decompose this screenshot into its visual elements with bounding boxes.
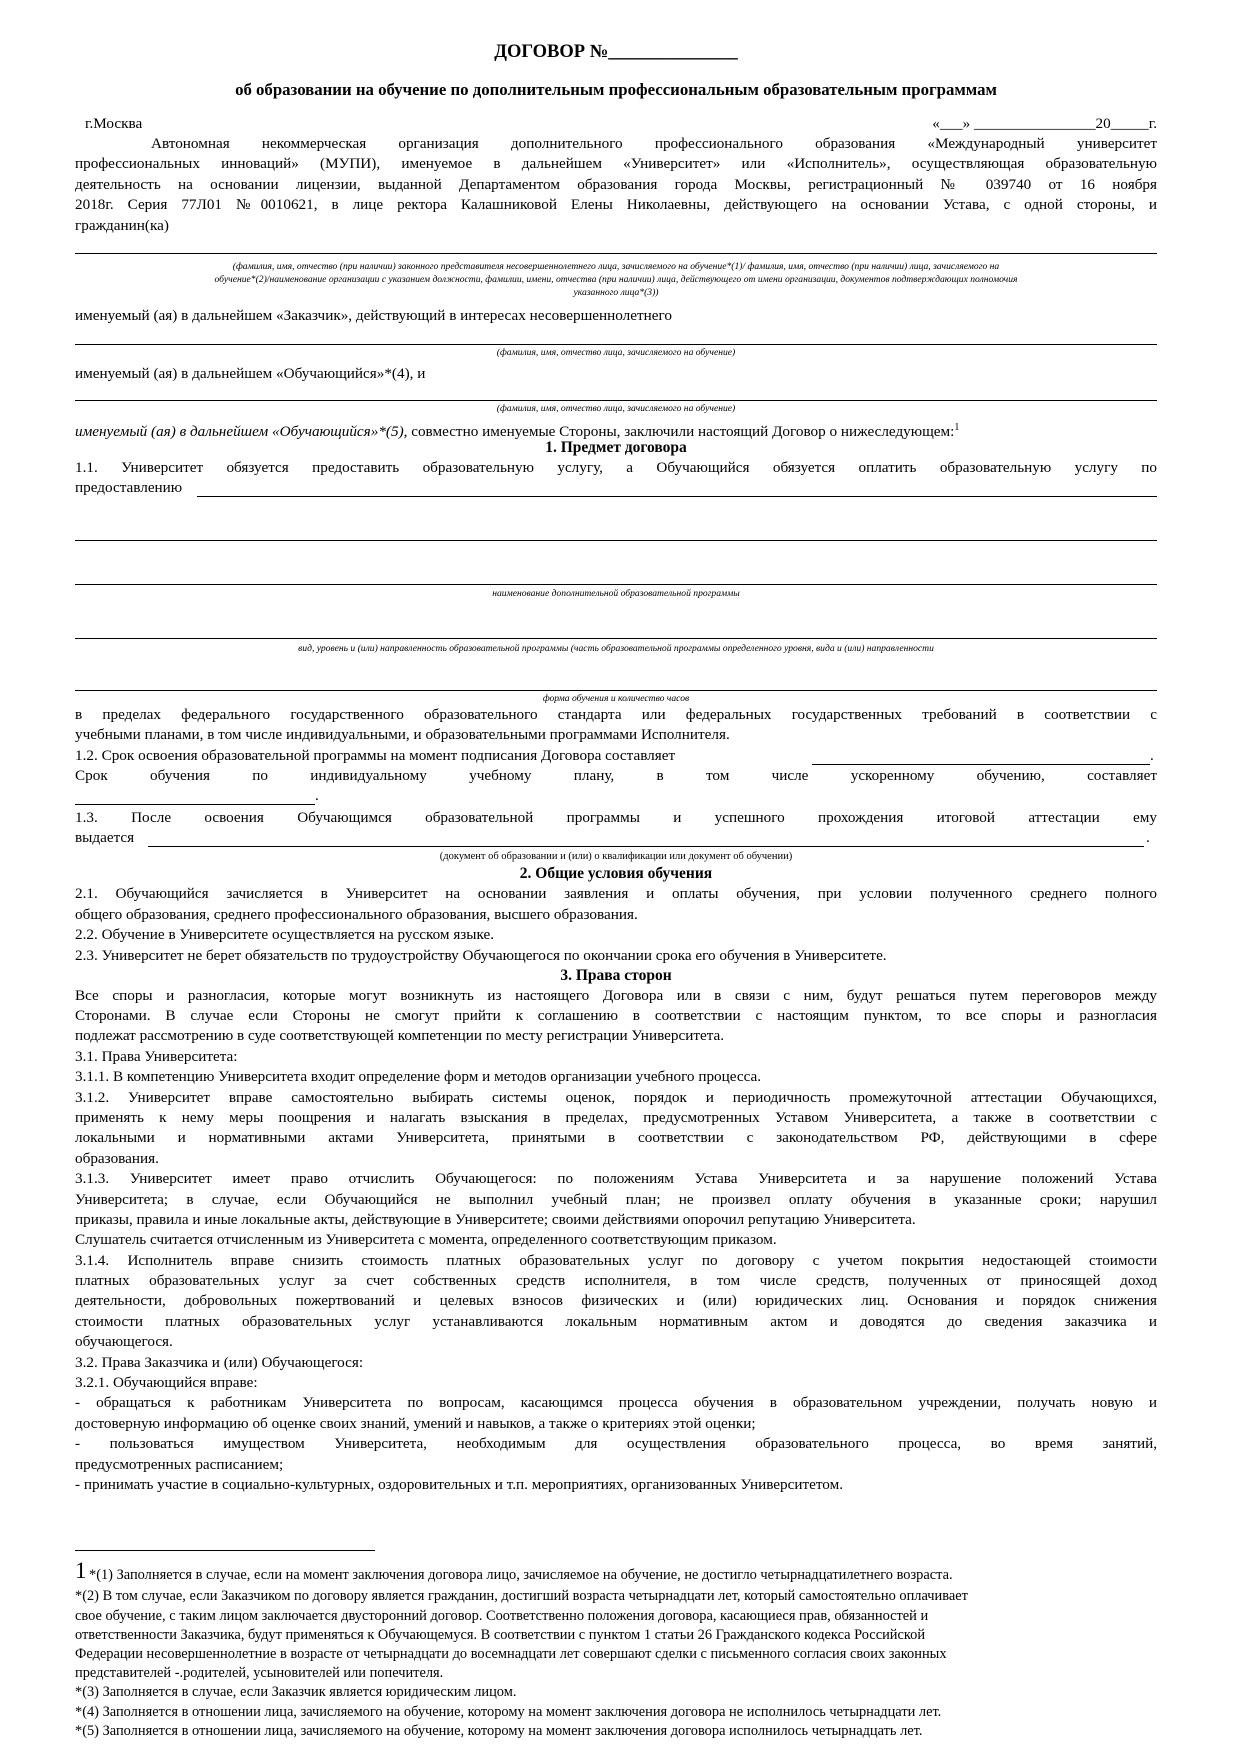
representative-caption-2: обучение*(2)/наименование организации с указанием должности, фамилии, имени, отчества (при наличии) лица, действующего от имени организации, документов подтверждающих полномочия [214,274,1018,285]
city: г.Москва [85,115,143,132]
p314-line-2: платных образовательных услуг за счет собственных средств исполнителя, в том числе средств, полученных от приносящей доход [75,1272,1157,1289]
bullet-1-line-1: - обращаться к работникам Университета по вопросам, касающимся процесса обучения в образовательном учреждении, получать новую и [75,1394,1157,1411]
form-caption: форма обучения и количество часов [542,693,690,704]
intro-line-4: 2018г. Серия 77Л01 №0010621, в лице ректора Калашниковой Елены Николаевны, действующего на основании Устава, с одной стороны, и [75,196,1157,213]
p314-line-4: стоимости платных образовательных услуг устанавливаются локальным нормативным актом и доводятся до сведения заказчика и [75,1313,1157,1330]
footnote-2-line-1: *(2) В том случае, если Заказчиком по договору является гражданин, достигший возраста четырнадцати лет, который самостоятельно оплачивает [75,1588,968,1604]
p313-line-1: 3.1.3. Университет имеет право отчислить Обучающегося: по положениям Устава Университета и за нарушение положений Устава [75,1170,1157,1187]
minor-caption: (фамилия, имя, отчество лица, зачисляемого на обучение) [496,347,736,358]
program-blank-line-2 [75,584,1157,585]
p314-line-1: 3.1.4. Исполнитель вправе снизить стоимость платных образовательных услуг по договору с учетом покрытия недостающей стоимости [75,1252,1157,1269]
student-caption: (фамилия, имя, отчество лица, зачисляемого на обучение) [496,403,736,414]
p314-line-5: обучающегося. [75,1333,173,1350]
disputes-line-2: Сторонами. В случае если Стороны не смогут прийти к соглашению в соответствии с настоящим пунктом, то все споры и разногласия [75,1007,1157,1024]
p12-blank-line-1 [812,764,1150,765]
p13-line-2: выдается [75,829,135,846]
footnote-mark: 1 [954,422,960,433]
footnote-1: *(1) Заполняется в случае, если на момент заключения договора лицо, зачисляемое на обучение, не достигло четырнадцатилетнего возраста. [89,1567,953,1583]
p313-line-2: Университета; в случае, если Обучающийся не выполнил учебный план; не произвел оплату обучения в указанные сроки; нарушил [75,1191,1157,1208]
program-caption: наименование дополнительной образовательной программы [492,588,740,599]
footnote-number: 1 [75,1558,87,1583]
p12-line-2: Срок обучения по индивидуальному учебному плану, в том числе ускоренному обучению, составляет [75,767,1157,784]
representative-caption-1: (фамилия, имя, отчество (при наличии) законного представителя несовершеннолетнего лица, зачисляемого на обучение*(1)/ фамилия, имя, отчество (при наличии) лица, зачисляемого на [232,261,1000,272]
minor-blank-line [75,344,1157,345]
footnote-4: *(4) Заполняется в отношении лица, зачисляемого на обучение, которому на момент заключения договора не исполнилось четырнадцати лет. [75,1704,942,1720]
intro-line-2: профессиональных инноваций» (МУПИ), именуемое в дальнейшем «Университет» или «Исполнитель», осуществляющая образовательную [75,155,1157,172]
bullet-1-line-2: достоверную информацию об оценке своих знаний, умений и навыков, а также о критериях этой оценки; [75,1415,756,1432]
kind-caption: вид, уровень и (или) направленность образовательной программы (часть образовательной программы определенного уровня, вида и (или) направленности [298,643,934,654]
contract-date: «___» ________________20_____г. [932,115,1157,132]
section-1-heading: 1. Предмет договора [545,439,687,456]
p23: 2.3. Университет не берет обязательств по трудоустройству Обучающегося по окончании срока его обучения в Университете. [75,947,887,964]
p312-line-2: применять к нему меры поощрения и налагать взыскания в пределах, предусмотренных Уставом Университета, а также в соответствии с [75,1109,1157,1126]
program-blank-line-1 [75,540,1157,541]
document-subtitle: об образовании на обучение по дополнительным профессиональным образовательным программам [235,80,997,99]
section-3-heading: 3. Права сторон [560,967,672,984]
footnote-2-line-2: свое обучение, с таким лицом заключается двусторонний договор. Соответственно положения договора, касающиеся прав, обязанностей и [75,1608,929,1624]
p13-blank-line [148,846,1144,847]
section-2-heading: 2. Общие условия обучения [519,865,713,882]
intro-line-3: деятельность на основании лицензии, выданной Департаментом образования города Москвы, регистрационный № 039740 от 16 ноября [75,176,1157,193]
p21-line-2: общего образования, среднего профессионального образования, высшего образования. [75,906,638,923]
contract-page: ДОГОВОР №______________ об образовании на обучение по дополнительным профессиональным образовательным программам г.Москва «___» ________________20_____г. Автономная некоммерческая организация дополнительного профессионального образования «Международный университет профессиональных инноваций» (МУПИ), именуемое в дальнейшем «Университет» или «Исполнитель», осуществляющая образовательную деятельность на основании лицензии, выданной Департаментом образования города Москвы, регистрационный № 039740 от 16 ноября 2018г. Серия 77Л01 №0010621, в лице ректора Калашниковой Елены Николаевны, действующего на основании Устава, с одной стороны, и гражданин(ка) (фамилия, имя, отчество (при наличии) законного представителя несовершеннолетнего лица, зачисляемого на обучение*(1)/ фамилия, имя, отчество (при наличии) лица, зачисляемого на обучение*(2)/наименование организации с указанием должности, фамилии, имени, отчества (при наличии) лица, действующего от имени организации, документов подтверждающих полномочия указанного лица*(3)) именуемый (ая) в дальнейшем «Заказчик», действующий в интересах несовершеннолетнего (фамилия, имя, отчество лица, зачисляемого на обучение) именуемый (ая) в дальнейшем «Обучающийся»*(4), и (фамилия, имя, отчество лица, зачисляемого на обучение) именуемый (ая) в дальнейшем «Обучающийся»*(5), совместно именуемые Стороны, заключили настоящий Договор о нижеследующем:$^1$ 1. Предмет договора 1.1. Университет обязуется предоставить образовательную услугу, а Обучающийся обязуется оплатить образовательную услугу по предоставлению наименование дополнительной образовательной программы вид, уровень и (или) направленность образовательной программы (часть образовательной программы определенного уровня, вида и (или) направленности форма обучения и количество часов в пределах федерального государственного образовательного стандарта или федеральных государственных требований в соответствии с учебными планами, в том числе индивидуальными, и образовательными программами Исполнителя. 1.2. Срок освоения образовательной программы на момент подписания Договора составляет . Срок обучения по индивидуальному учебному плану, в том числе ускоренному обучению, составляет . 1.3. После освоения Обучающимся образовательной программы и успешного прохождения итоговой аттестации ему выдается . (документ об образовании и (или) о квалификации или документ об обучении) 2. Общие условия обучения 2.1. Обучающийся зачисляется в Университет на основании заявления и оплаты обучения, при условии полученного среднего полного общего образования, среднего профессионального образования, высшего образования. 2.2. Обучение в Университете осуществляется на русском языке. 2.3. Университет не берет обязательств по трудоустройству Обучающегося по окончании срока его обучения в Университете. 3. Права сторон Все споры и разногласия, которые могут возникнуть из настоящего Договора или в связи с ним, будут решаться путем переговоров между Сторонами. В случае если Стороны не смогут прийти к соглашению в соответствии с настоящим пунктом, то все споры и разногласия подлежат рассмотрению в суде соответствующей компетенции по месту регистрации Университета. 3.1. Права Университета: 3.1.1. В компетенцию Университета входит определение форм и методов организации учебного процесса. 3.1.2. Университет вправе самостоятельно выбирать системы оценок, порядок и периодичность промежуточной аттестации Обучающихся, применять к нему меры поощрения и налагать взыскания в пределах, предусмотренных Уставом Университета, а также в соответствии с локальными и нормативными актами Университета, принятыми в соответствии с законодательством РФ, действующими в сфере образования. 3.1.3. Университет имеет право отчислить Обучающегося: по положениям Устава Университета и за нарушение положений Устава Университета; в случае, если Обучающийся не выполнил учебный план; не произвел оплату обучения в указанные сроки; нарушил приказы, правила и иные локальные акты, действующие в Университете; своими действиями опорочил репутацию Университета. Слушатель считается отчисленным из Университета с момента, определенного соответствующим приказом. 3.1.4. Исполнитель вправе снизить стоимость платных образовательных услуг по договору с учетом покрытия недостающей стоимости платных образовательных услуг за счет собственных средств исполнителя, в том числе средств, полученных от приносящей доход деятельности, добровольных пожертвований и целевых взносов физических и (или) юридических лиц. Основания и порядок снижения стоимости платных образовательных услуг устанавливаются локальным нормативным актом и доводятся до сведения заказчика и обучающегося. 3.2. Права Заказчика и (или) Обучающегося: 3.2.1. Обучающийся вправе: - обращаться к работникам Университета по вопросам, касающимся процесса обучения в образовательном учреждении, получать новую и достоверную информацию об оценке своих знаний, умений и навыков, а также о критериях этой оценки; - пользоваться имуществом Университета, необходимым для осуществления образовательного процесса, во время занятий, предусмотренных расписанием; - принимать участие в социально-культурных, оздоровительных и т.п. мероприятиях, организованных Университетом. 1 *(1) Заполняется в случае, если на момент заключения договора лицо, зачисляемое на обучение, не достигло четырнадцатилетнего возраста. *(2) В том случае, если Заказчиком по договору является гражданин, достигший возраста четырнадцати лет, который самостоятельно оплачивает свое обучение, с таким лицом заключается двусторонний договор. Соответственно положения договора, касающиеся прав, обязанностей и ответственности Заказчика, будут применяться к Обучающемуся. В соответствии с пунктом 1 статьи 26 Гражданского кодекса Российской Федерации несовершеннолетние в возрасте от четырнадцати до восемнадцати лет совершают сделки с письменного согласия своих законных представителей -.родителей, усыновителей или попечителя. *(3) Заполняется в случае, если Заказчик является юридическим лицом. *(4) Заполняется в отношении лица, зачисляемого на обучение, которому на момент заключения договора не исполнилось четырнадцати лет. *(5) Заполняется в отношении лица, зачисляемого на обучение, которому на момент заключения договора исполнилось четырнадцать лет. [0,0,1241,1755]
document-title: ДОГОВОР №______________ [494,42,738,62]
bullet-2-line-2: предусмотренных расписанием; [75,1456,284,1473]
footnote-separator [75,1550,375,1551]
p22: 2.2. Обучение в Университете осуществляется на русском языке. [75,926,495,943]
fgos-line-1: в пределах федерального государственного образовательного стандарта или федеральных государственных требований в соответствии с [75,706,1157,723]
fgos-line-2: учебными планами, в том числе индивидуальными, и образовательными программами Исполнителя. [75,726,730,743]
p12-line-1: 1.2. Срок освоения образовательной программы на момент подписания Договора составляет [75,747,676,764]
intro-line-5: гражданин(ка) [75,217,169,234]
footnote-2-line-5: представителей -.родителей, усыновителей или попечителя. [75,1665,444,1681]
p32: 3.2. Права Заказчика и (или) Обучающегося: [75,1354,364,1371]
footnote-5: *(5) Заполняется в отношении лица, зачисляемого на обучение, которому на момент заключения договора исполнилось четырнадцать лет. [75,1723,923,1739]
footnote-3: *(3) Заполняется в случае, если Заказчик является юридическим лицом. [75,1684,517,1700]
p312-line-4: образования. [75,1150,159,1167]
p11-line-2: предоставлению [75,479,183,496]
p313-line-3: приказы, правила и иные локальные акты, действующие в Университете; своими действиями опорочил репутацию Университета. [75,1211,916,1228]
customer-line: именуемый (ая) в дальнейшем «Заказчик», действующий в интересах несовершеннолетнего [75,307,672,324]
disputes-line-1: Все споры и разногласия, которые могут возникнуть из настоящего Договора или в связи с ним, будут решаться путем переговоров между [75,987,1157,1004]
p311: 3.1.1. В компетенцию Университета входит определение форм и методов организации учебного процесса. [75,1068,762,1085]
document-caption: (документ об образовании и (или) о квалификации или документ об обучении) [439,851,793,862]
p314-line-3: деятельности, добровольных пожертвований и целевых взносов физических и (или) юридических лиц. Основания и порядок снижения [75,1292,1157,1309]
footnote-2-line-4: Федерации несовершеннолетние в возрасте от четырнадцати до восемнадцати лет совершают сделки с письменного согласия своих законных [75,1646,947,1662]
student-line-5-rest: совместно именуемые Стороны, заключили настоящий Договор о нижеследующем: [411,423,955,441]
p11-blank-line [197,496,1157,497]
student-blank-line [75,400,1157,401]
intro-line-1: Автономная некоммерческая организация дополнительного профессионального образования «Международный университет [151,135,1157,152]
p13-line-1: 1.3. После освоения Обучающимся образовательной программы и успешного прохождения итоговой аттестации ему [75,809,1157,826]
bullet-2-line-1: - пользоваться имуществом Университета, необходимым для осуществления образовательного процесса, во время занятий, [75,1435,1157,1452]
representative-caption-3: указанного лица*(3)) [573,287,659,298]
representative-blank-line [75,253,1157,254]
p312-line-1: 3.1.2. Университет вправе самостоятельно выбирать системы оценок, порядок и периодичность промежуточной аттестации Обучающихся, [75,1089,1157,1106]
p313-line-4: Слушатель считается отчисленным из Университета с момента, определенного соответствующим приказом. [75,1231,777,1248]
p11-line-1: 1.1. Университет обязуется предоставить образовательную услугу, а Обучающийся обязуется оплатить образовательную услугу по [75,459,1157,476]
p12-blank-line-2 [75,804,315,805]
student-line-4: именуемый (ая) в дальнейшем «Обучающийся»*(4), и [75,365,426,382]
student-line-5-italic: именуемый (ая) в дальнейшем «Обучающийся»*(5), [75,423,408,441]
bullet-3: - принимать участие в социально-культурных, оздоровительных и т.п. мероприятиях, организованных Университетом. [75,1476,844,1493]
footnote-2-line-3: ответственности Заказчика, будут применяться к Обучающемуся. В соответствии с пунктом 1 статьи 26 Гражданского кодекса Российской [75,1627,926,1643]
disputes-line-3: подлежат рассмотрению в суде соответствующей компетенции по месту регистрации Университета. [75,1027,725,1044]
p312-line-3: локальными и нормативными актами Университета, принятыми в соответствии с законодательством РФ, действующими в сфере [75,1129,1157,1146]
kind-blank-line [75,638,1157,639]
p321: 3.2.1. Обучающийся вправе: [75,1374,258,1391]
p21-line-1: 2.1. Обучающийся зачисляется в Университет на основании заявления и оплаты обучения, при условии полученного среднего полного [75,885,1157,902]
p31: 3.1. Права Университета: [75,1048,238,1065]
form-blank-line [75,690,1157,691]
